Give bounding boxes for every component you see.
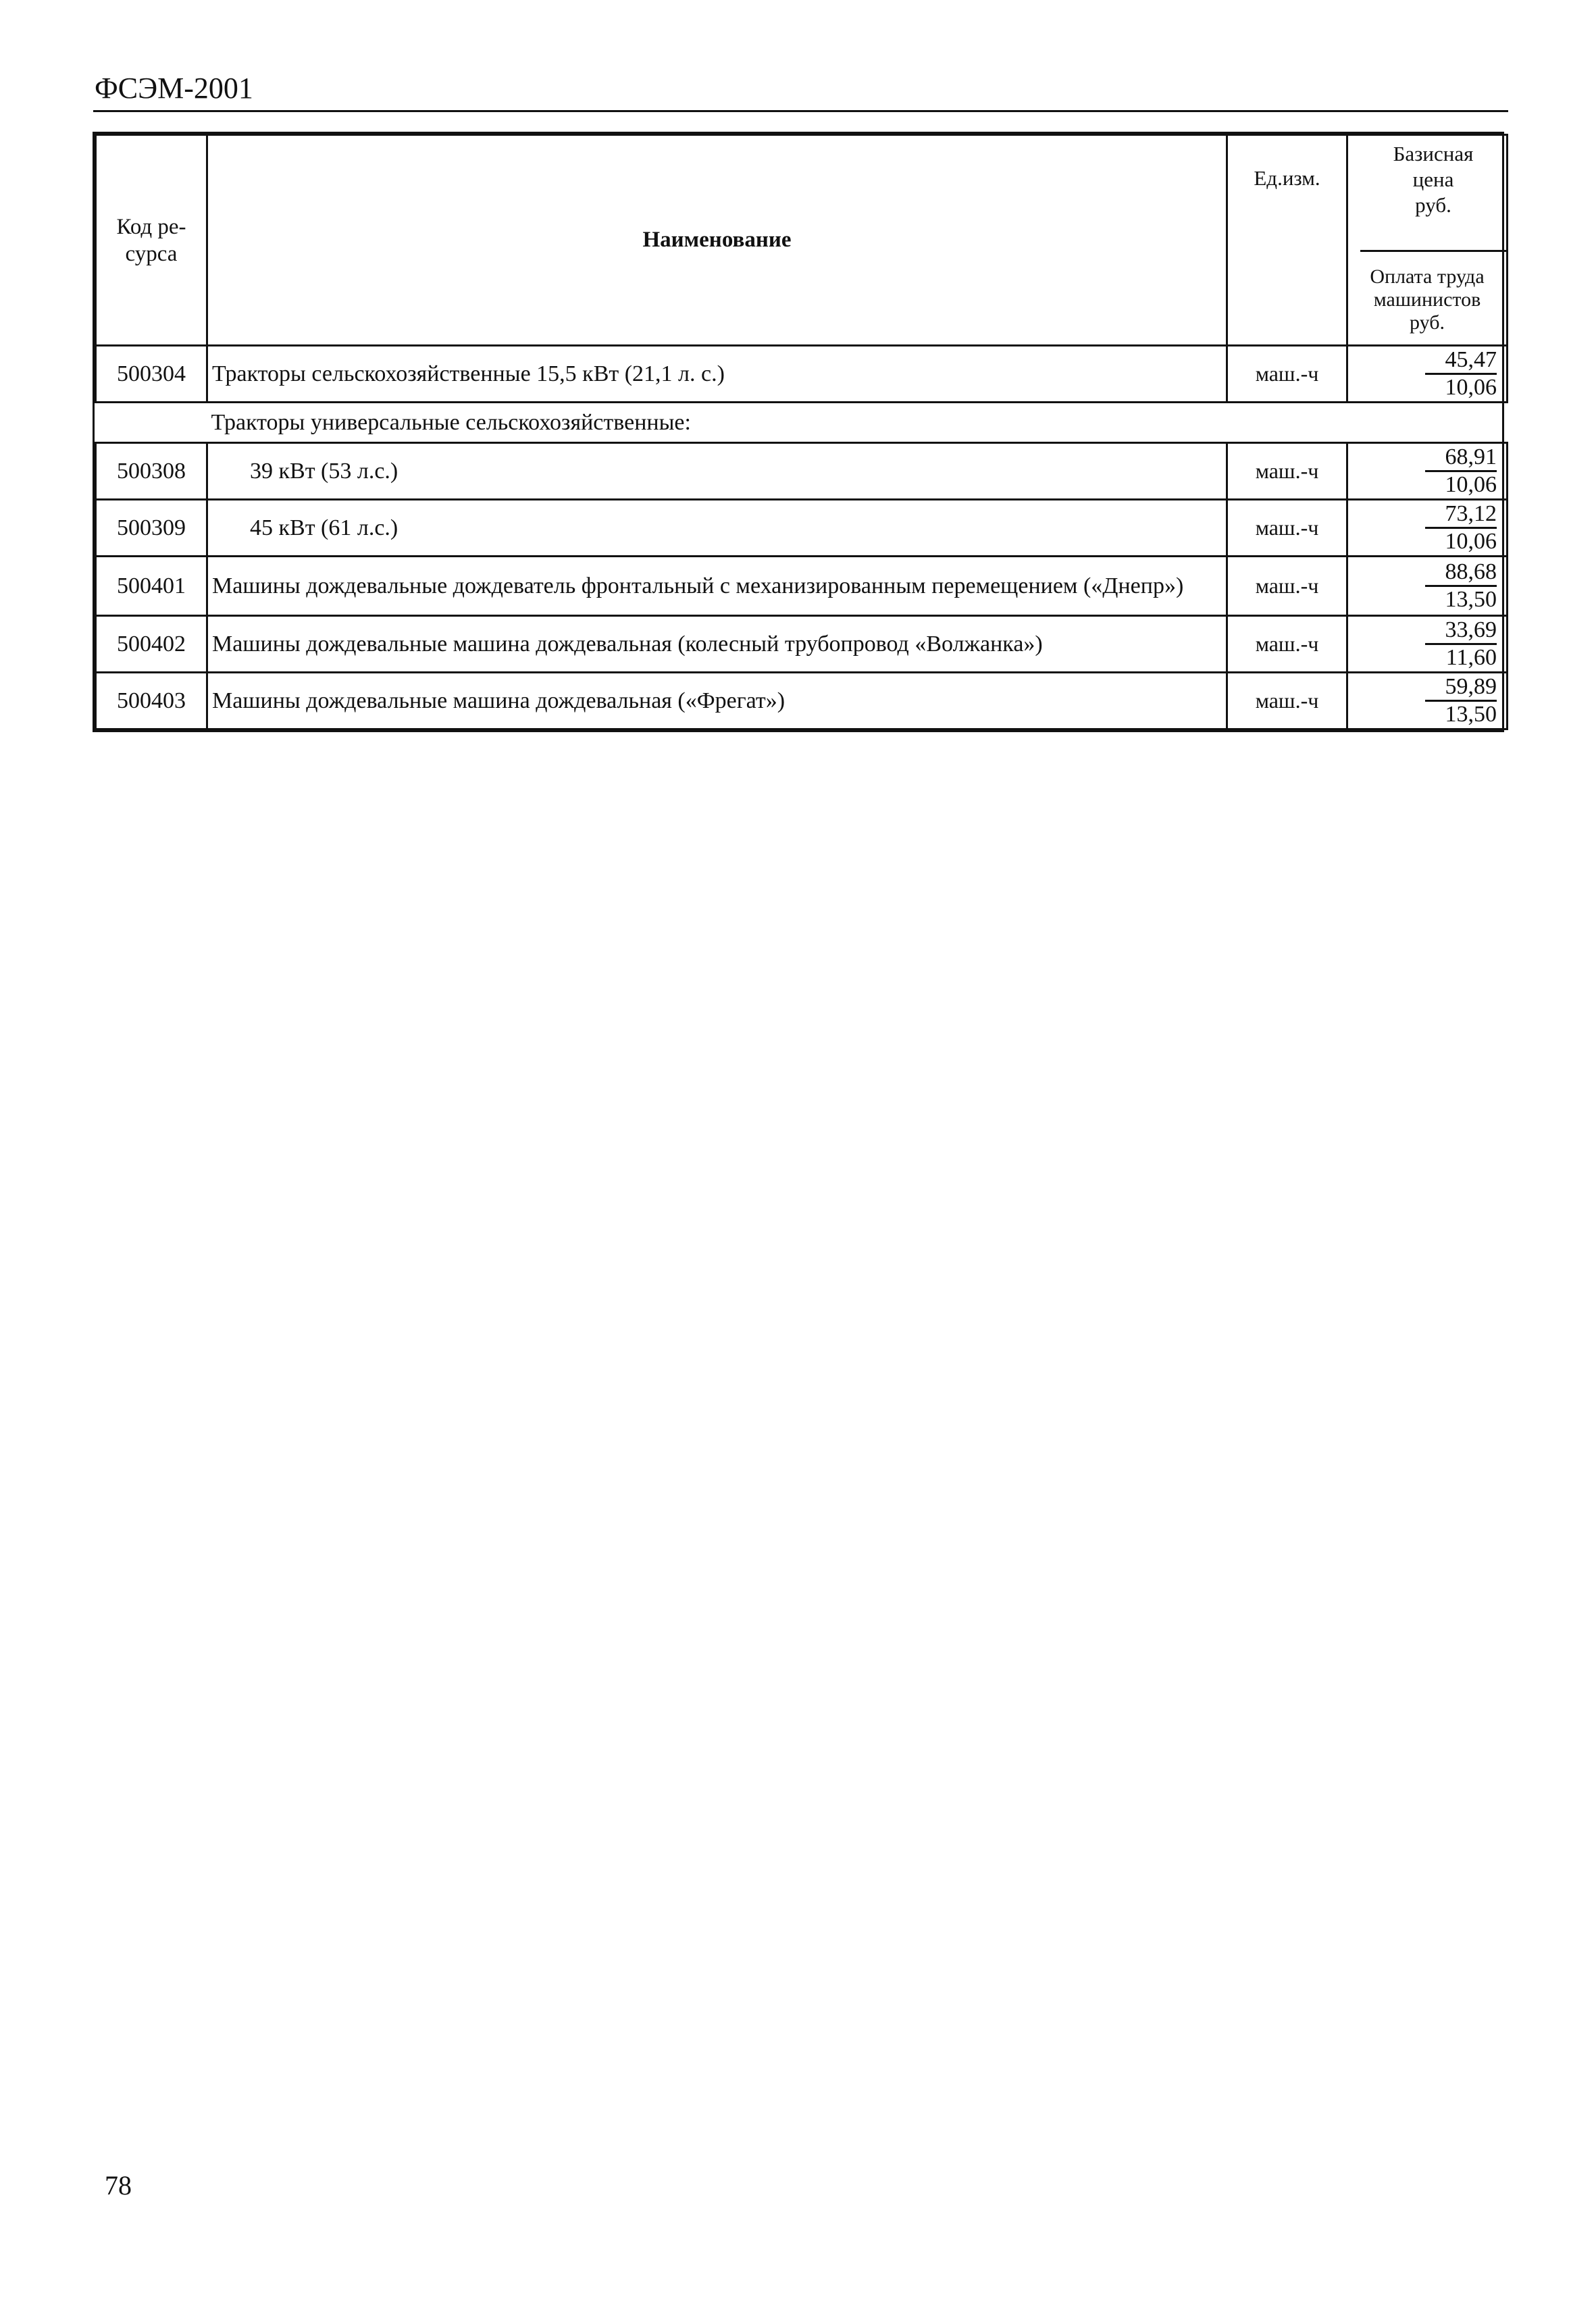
resource-unit: маш.-ч	[1227, 500, 1347, 557]
base-price: 73,12	[1425, 501, 1497, 529]
resource-code: 500402	[96, 616, 207, 673]
page-header: ФСЭМ-2001	[95, 72, 253, 105]
header-price	[1347, 135, 1508, 346]
resource-code: 500304	[96, 346, 207, 403]
resource-name: 39 кВт (53 л.с.)	[207, 443, 1227, 500]
base-price: 88,68	[1425, 559, 1497, 587]
header-rule	[93, 110, 1508, 112]
base-price: 45,47	[1425, 347, 1497, 375]
resource-name: Машины дождевальные машина дождевальная (колесный трубопровод «Волжанка»)	[207, 616, 1227, 673]
operator-pay: 11,60	[1445, 645, 1497, 670]
resource-name: Машины дождевальные дождеватель фронтальный с механизированным перемещением («Днепр»)	[207, 557, 1227, 616]
resource-price	[1347, 616, 1508, 673]
table-row	[96, 673, 1508, 729]
resource-price	[1347, 443, 1508, 500]
table-row	[96, 443, 1508, 500]
operator-pay: 13,50	[1445, 587, 1497, 612]
group-spacer	[96, 403, 207, 443]
resource-name: 45 кВт (61 л.с.)	[207, 500, 1227, 557]
operator-pay: 10,06	[1445, 375, 1497, 400]
resource-price	[1347, 557, 1508, 616]
resource-unit: маш.-ч	[1227, 346, 1347, 403]
table-row	[96, 500, 1508, 557]
base-price: 68,91	[1425, 444, 1497, 472]
header-unit: Ед.изм.	[1227, 135, 1347, 346]
table-row	[96, 346, 1508, 403]
page-number: 78	[105, 2170, 132, 2201]
table-row	[96, 616, 1508, 673]
resource-code: 500309	[96, 500, 207, 557]
table-body	[96, 346, 1508, 729]
resource-table	[93, 132, 1504, 732]
resource-unit: маш.-ч	[1227, 616, 1347, 673]
group-label: Тракторы универсальные сельскохозяйственные:	[207, 403, 1508, 443]
resource-name: Машины дождевальные машина дождевальная («Фрегат»)	[207, 673, 1227, 729]
resource-code: 500401	[96, 557, 207, 616]
resource-unit: маш.-ч	[1227, 557, 1347, 616]
table-header-row	[96, 135, 1508, 346]
resource-price	[1347, 673, 1508, 729]
header-price-pay: Оплата труда машинистов руб.	[1370, 265, 1485, 334]
header-name: Наименование	[207, 135, 1227, 346]
header-price-base: Базисная цена руб.	[1360, 136, 1506, 252]
header-code: Код ре- сурса	[96, 135, 207, 346]
base-price: 33,69	[1425, 617, 1497, 645]
resource-code: 500308	[96, 443, 207, 500]
resource-unit: маш.-ч	[1227, 673, 1347, 729]
resource-code: 500403	[96, 673, 207, 729]
resource-price	[1347, 346, 1508, 403]
operator-pay: 13,50	[1445, 702, 1497, 727]
resource-name: Тракторы сельскохозяйственные 15,5 кВт (21,1 л. с.)	[207, 346, 1227, 403]
operator-pay: 10,06	[1445, 529, 1497, 554]
table-row	[96, 557, 1508, 616]
table-group-row	[96, 403, 1508, 443]
base-price: 59,89	[1425, 674, 1497, 702]
resource-price	[1347, 500, 1508, 557]
resource-unit: маш.-ч	[1227, 443, 1347, 500]
operator-pay: 10,06	[1445, 472, 1497, 497]
